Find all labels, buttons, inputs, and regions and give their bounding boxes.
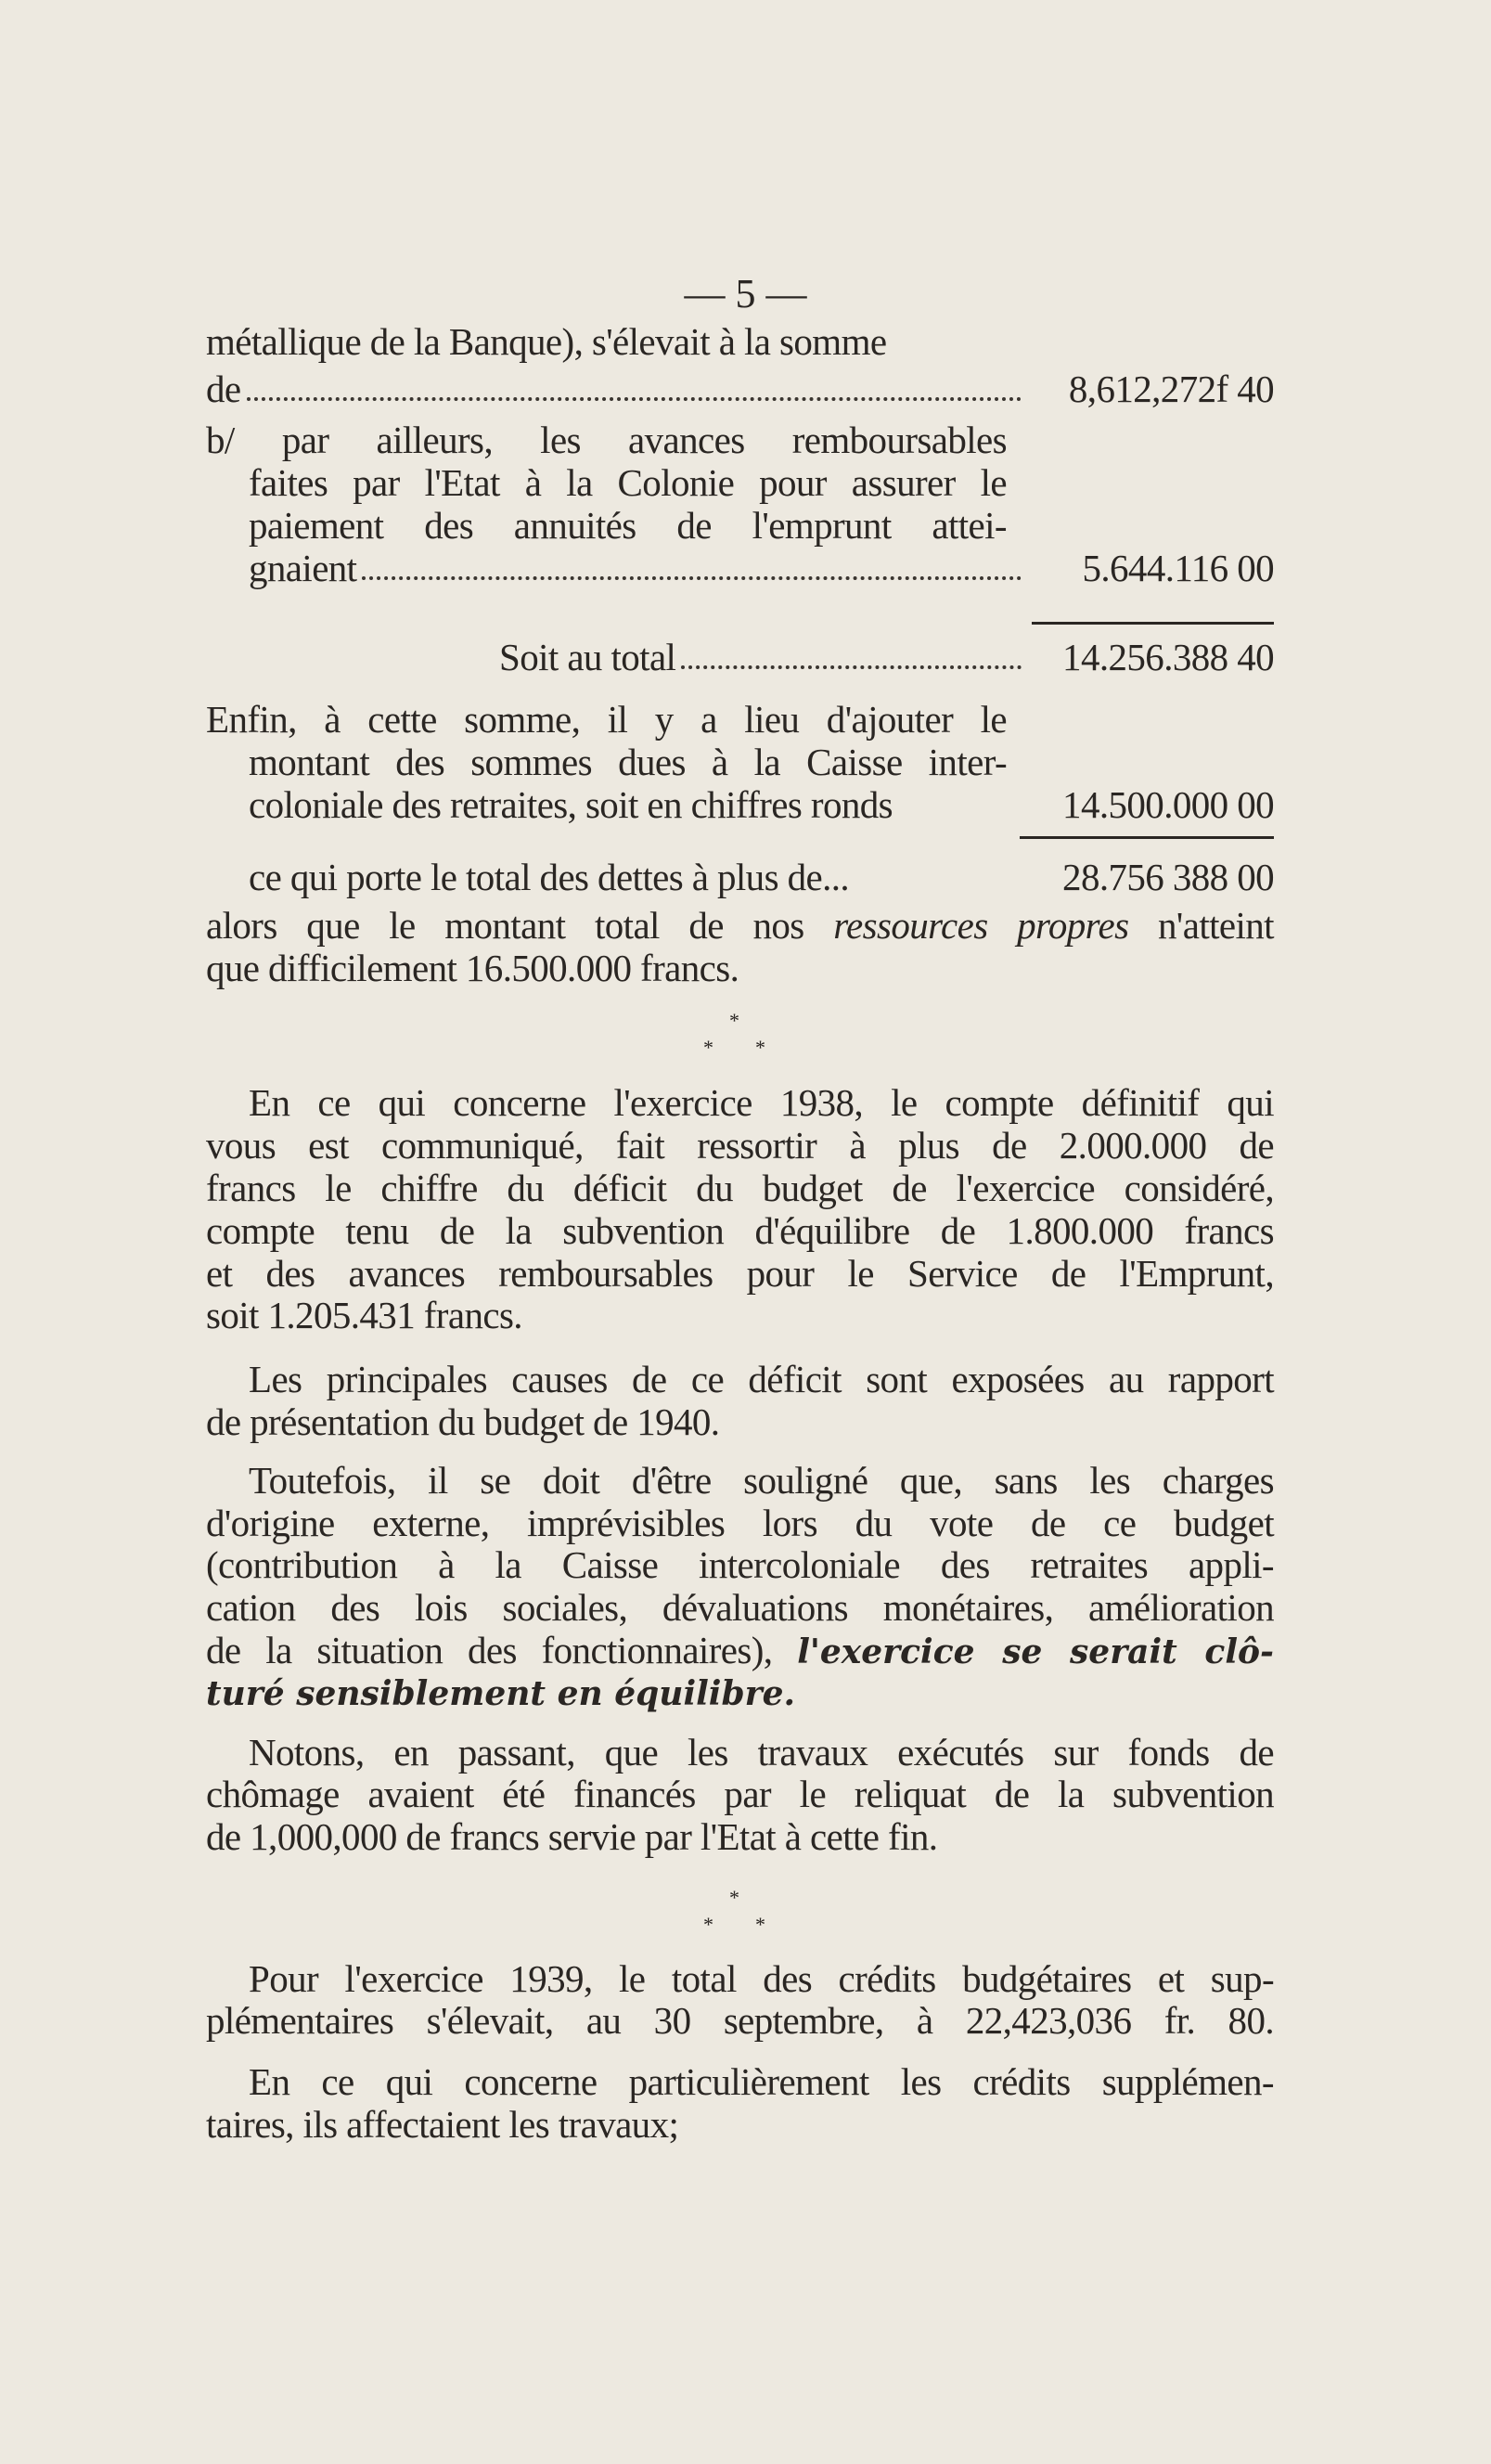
bold-italic-text: l'exercice se serait clô-: [797, 1632, 1274, 1671]
text-line: d'origine externe, imprévisibles lors du vote de ce budget: [206, 1502, 1274, 1544]
text-line: cation des lois sociales, dévaluations monétaires, amélioration: [206, 1586, 1274, 1629]
text: alors que le montant total de nos: [206, 904, 804, 947]
sum-rule: [1032, 622, 1274, 625]
text-line: Les principales causes de ce déficit sont exposées au rapport: [249, 1358, 1274, 1400]
amount-label: coloniale des retraites, soit en chiffres ronds: [249, 783, 893, 826]
text: de la situation des fonctionnaires),: [206, 1629, 773, 1671]
text-line: En ce qui concerne particulièrement les crédits supplémen-: [249, 2060, 1274, 2103]
amount-row-c: [249, 781, 1274, 828]
text-line: compte tenu de la subvention d'équilibre de 1.800.000 francs: [206, 1209, 1274, 1252]
text-line: (contribution à la Caisse intercoloniale des retraites appli-: [206, 1543, 1274, 1586]
amount-label: de: [206, 368, 241, 410]
amount-value: 14.500.000 00: [1062, 783, 1274, 826]
text-line: taires, ils affectaient les travaux;: [206, 2103, 679, 2146]
total-label: Soit au total: [499, 636, 676, 678]
text-line: [206, 1669, 795, 1715]
text-line: de 1,000,000 de francs servie par l'Etat à cette fin.: [206, 1815, 938, 1858]
total-row: [499, 634, 1274, 680]
text-line: que difficilement 16.500.000 francs.: [206, 947, 739, 989]
bold-italic-text: turé sensiblement en équilibre.: [206, 1674, 796, 1713]
asterism-star: *: [755, 1036, 765, 1059]
text-line: plémentaires s'élevait, au 30 septembre, à 22,423,036 fr. 80.: [206, 1999, 1274, 2042]
amount-value: 5.644.116 00: [1082, 547, 1274, 589]
dot-leader: [681, 665, 1022, 669]
asterism-star: *: [729, 1009, 739, 1032]
text-line: chômage avaient été financés par le reliquat de la subvention: [206, 1773, 1274, 1815]
asterism-star: *: [703, 1913, 713, 1936]
text-line: francs le chiffre du déficit du budget de l'exercice considéré,: [206, 1167, 1274, 1209]
text-line: Notons, en passant, que les travaux exécutés sur fonds de: [249, 1731, 1274, 1774]
text-line: métallique de la Banque), s'élevait à la somme: [206, 320, 887, 363]
dot-leader: [247, 397, 1022, 401]
dot-leader: [362, 576, 1022, 580]
asterism-star: *: [703, 1036, 713, 1059]
sum-rule: [1020, 836, 1274, 839]
page-number: — 5 —: [684, 271, 807, 316]
text-line: [206, 1627, 1274, 1673]
text-line: et des avances remboursables pour le Service de l'Emprunt,: [206, 1252, 1274, 1295]
amount-row-b: [249, 545, 1274, 591]
text-line: Toutefois, il se doit d'être souligné que, sans les charges: [249, 1459, 1274, 1502]
text-line: soit 1.205.431 francs.: [206, 1294, 522, 1336]
amount-value: 8,612,272f 40: [1068, 368, 1274, 410]
text-line: b/ par ailleurs, les avances remboursables: [206, 419, 1007, 461]
text-line: Pour l'exercice 1939, le total des crédits budgétaires et sup-: [249, 1957, 1274, 2000]
amount-row-a: [206, 366, 1274, 412]
text-line: Enfin, à cette somme, il y a lieu d'ajouter le: [206, 698, 1007, 741]
grand-total-row: [249, 854, 1274, 900]
text-line: [206, 902, 1274, 948]
grand-total-label: ce qui porte le total des dettes à plus de...: [249, 856, 850, 898]
text-line: vous est communiqué, fait ressortir à plus de 2.000.000 de: [206, 1124, 1274, 1167]
amount-label: gnaient: [249, 547, 357, 589]
grand-total-value: 28.756 388 00: [1062, 856, 1274, 898]
text: n'atteint: [1158, 904, 1274, 947]
text-line: paiement des annuités de l'emprunt attei-: [249, 504, 1007, 547]
total-value: 14.256.388 40: [1062, 636, 1274, 678]
text-line: de présentation du budget de 1940.: [206, 1400, 720, 1443]
italic-text: ressources propres: [833, 904, 1129, 947]
text-line: En ce qui concerne l'exercice 1938, le compte définitif qui: [249, 1081, 1274, 1124]
text-line: montant des sommes dues à la Caisse inter-: [249, 741, 1007, 783]
text-line: faites par l'Etat à la Colonie pour assurer le: [249, 461, 1007, 504]
asterism-star: *: [729, 1886, 739, 1909]
asterism-star: *: [755, 1913, 765, 1936]
